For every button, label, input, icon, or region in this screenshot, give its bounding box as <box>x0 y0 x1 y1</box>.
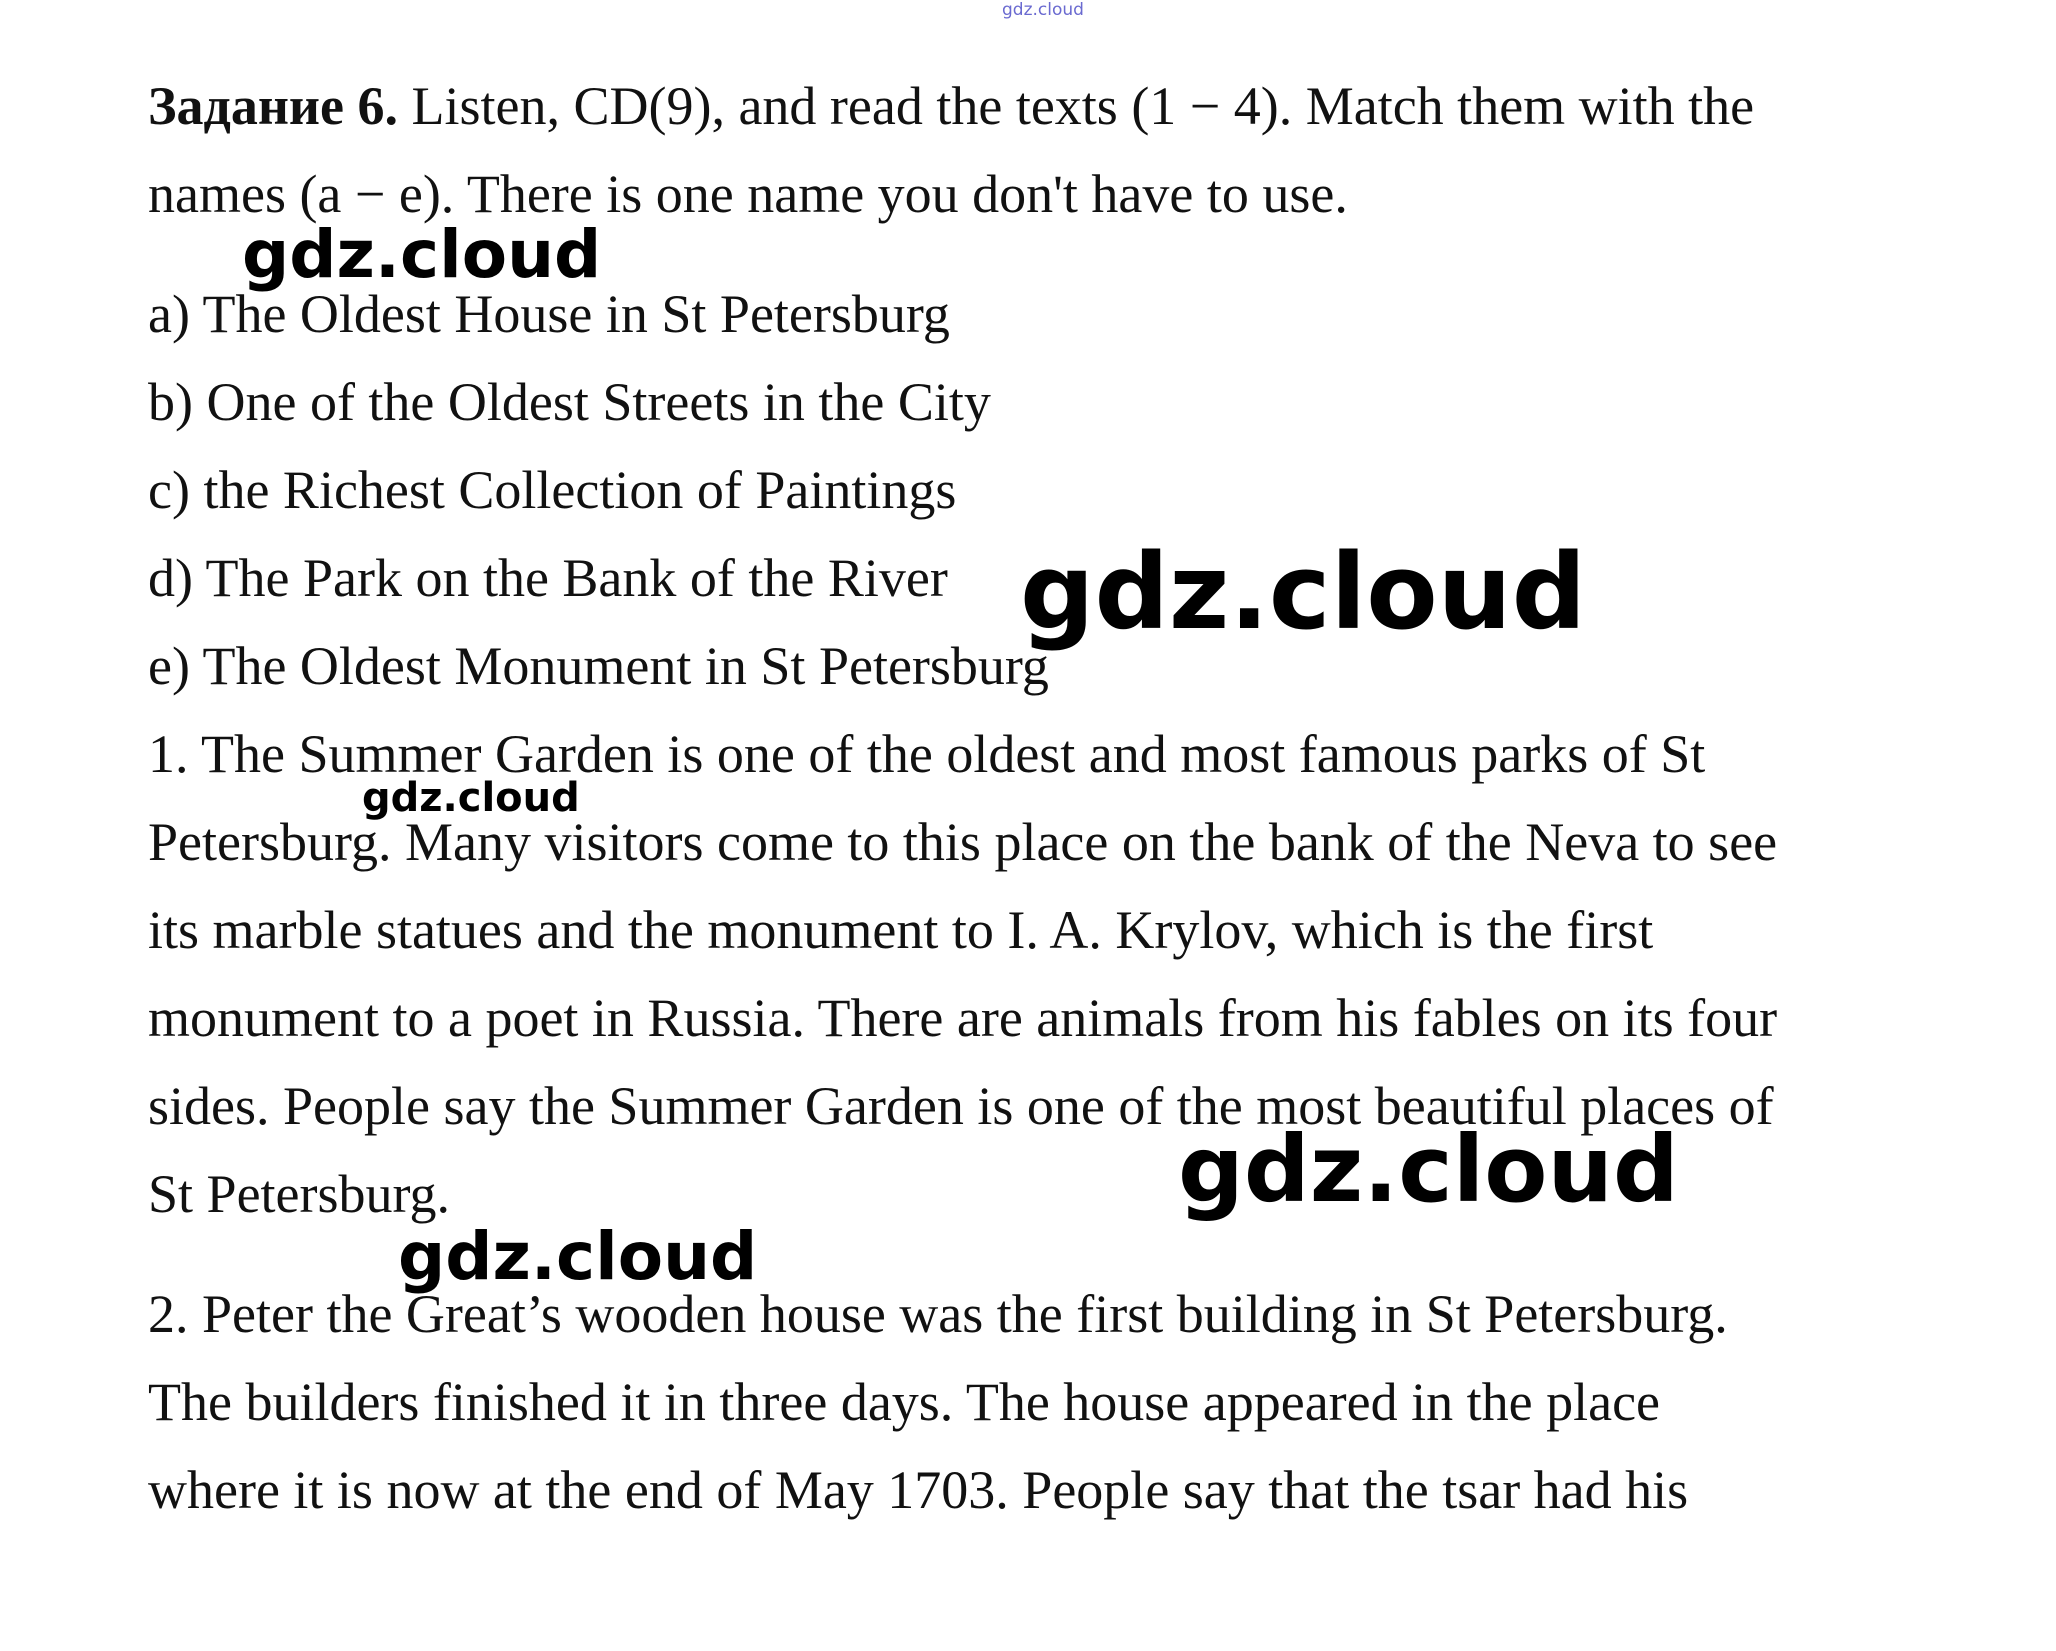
task-instruction-line-1 <box>148 62 1754 150</box>
task-label: Задание 6. <box>148 76 399 136</box>
watermark: gdz.cloud <box>1020 531 1587 653</box>
watermark: gdz.cloud <box>1178 1116 1679 1223</box>
name-option-e: e) The Oldest Monument in St Petersburg <box>148 636 1049 696</box>
text1-line-1: 1. The Summer Garden is one of the oldest and most famous parks of St <box>148 724 1706 784</box>
text1-line-6: St Petersburg. <box>148 1164 451 1224</box>
watermark: gdz.cloud <box>242 216 602 293</box>
name-option-c: c) the Richest Collection of Paintings <box>148 460 957 520</box>
text1-line-4: monument to a poet in Russia. There are animals from his fables on its four <box>148 988 1778 1048</box>
task-instruction-line-2: names (a − e). There is one name you don't have to use. <box>148 164 1348 224</box>
text1-line-5: sides. People say the Summer Garden is one of the most beautiful places of <box>148 1076 1774 1136</box>
name-option-a: a) The Oldest House in St Petersburg <box>148 284 950 344</box>
watermark: gdz.cloud <box>362 775 580 821</box>
watermark: gdz.cloud <box>398 1218 758 1295</box>
name-option-d: d) The Park on the Bank of the River <box>148 548 948 608</box>
name-option-b: b) One of the Oldest Streets in the City <box>148 372 991 432</box>
text2-line-2: The builders finished it in three days. The house appeared in the place <box>148 1372 1660 1432</box>
text1-line-3: its marble statues and the monument to I. A. Krylov, which is the first <box>148 900 1654 960</box>
text2-line-1: 2. Peter the Great’s wooden house was the first building in St Petersburg. <box>148 1284 1728 1344</box>
text2-line-3: where it is now at the end of May 1703. People say that the tsar had his <box>148 1460 1689 1520</box>
text1-line-2: Petersburg. Many visitors come to this place on the bank of the Neva to see <box>148 812 1778 872</box>
watermark-top: gdz.cloud <box>1002 0 1084 20</box>
task-instruction-text: Listen, CD(9), and read the texts (1 − 4). Match them with the <box>398 76 1755 136</box>
